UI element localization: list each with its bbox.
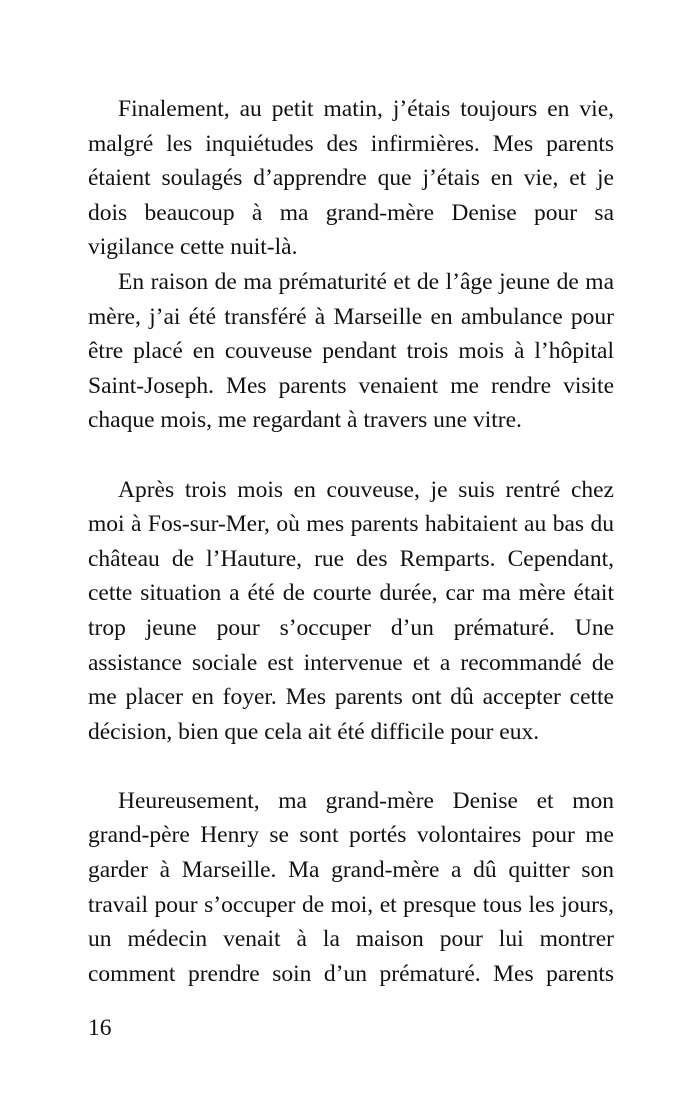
page-number: 16 bbox=[88, 1015, 112, 1041]
paragraph-4: Heureusement, ma grand-mère Denise et mon grand-père Henry se sont portés volontaires pour me garder à Marseille. Ma grand-mère a dû quitter son travail pour s’occuper de moi, et presque tous les jours, un médecin venait à la maison pour lui montrer comment prendre soin d’un prématuré. Mes parents bbox=[88, 787, 614, 987]
paragraph-3: Après trois mois en couveuse, je suis rentré chez moi à Fos-sur-Mer, où mes parents habitaient au bas du château de l’Hauture, rue des Remparts. Cependant, cette situation a été de courte durée, car ma mère était trop jeune pour s’occuper d’un prématuré. Une assistance sociale est intervenue et a recommandé de me placer en foyer. Mes parents ont dû accepter cette décision, bien que cela ait été difficile pour eux. bbox=[88, 476, 614, 745]
paragraph-1: Finalement, au petit matin, j’étais toujours en vie, malgré les inquiétudes des infirmières. Mes parents étaient soulagés d’apprendre que j’étais en vie, et je dois beaucoup à ma grand-mère Denise pour sa vigilance cette nuit-là. bbox=[88, 96, 614, 261]
page-body bbox=[88, 92, 614, 991]
paragraph-gap bbox=[88, 749, 614, 784]
paragraph-2: En raison de ma prématurité et de l’âge jeune de ma mère, j’ai été transféré à Marseille en ambulance pour être placé en couveuse pendant trois mois à l’hôpital Saint-Joseph. Mes parents venaient me rendre visite chaque mois, me regardant à travers une vitre. bbox=[88, 268, 614, 434]
paragraph-gap bbox=[88, 438, 614, 473]
